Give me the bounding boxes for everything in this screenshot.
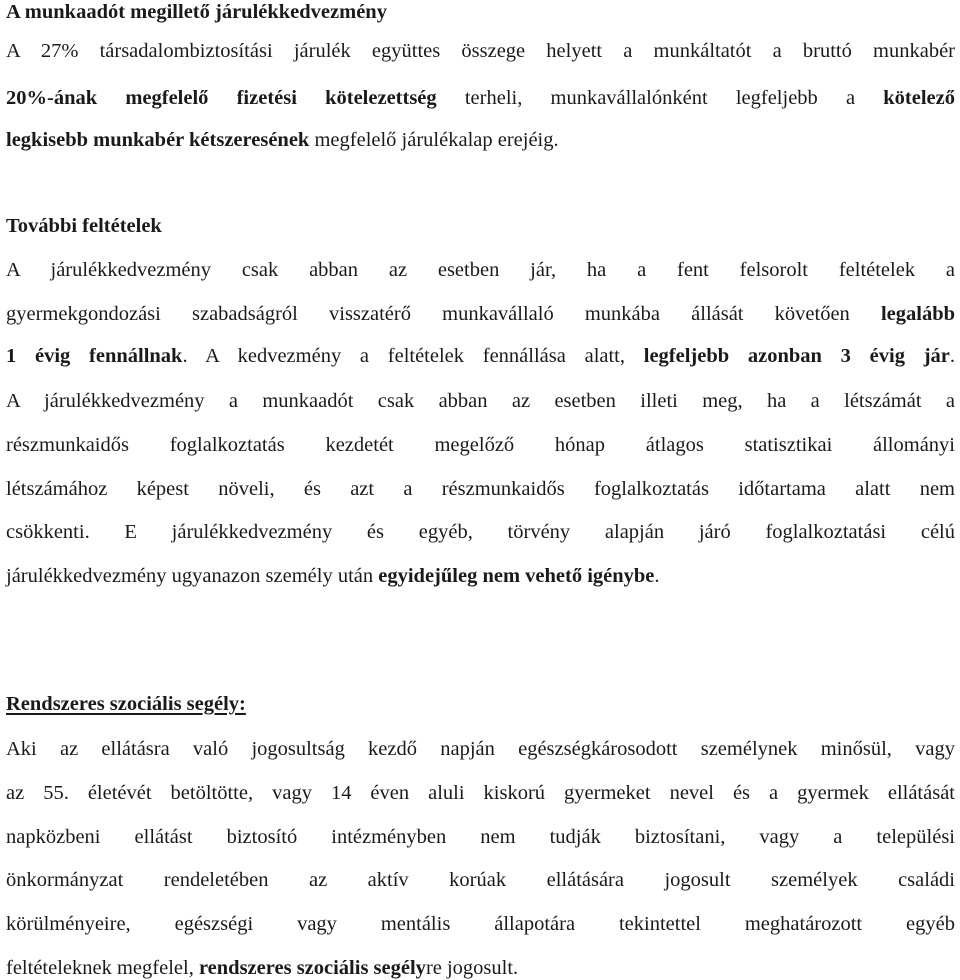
text-span: . — [949, 345, 955, 367]
bold-text: rendszeres szociális segély — [198, 957, 426, 979]
text-span: terheli, munkavállalónként legfeljebb a — [436, 87, 884, 109]
paragraph-line: az 55. életévét betöltötte, vagy 14 éven aluli kiskorú gyermeket nevel és a gyermek ellátását — [6, 782, 955, 804]
text-span: feltételeknek megfelel, — [6, 957, 199, 979]
paragraph-line: körülményeire, egészségi vagy mentális állapotára tekintettel meghatározott egyéb — [6, 913, 955, 935]
paragraph-line: Aki az ellátásra való jogosultság kezdő napján egészségkárosodott személynek minősül, vagy — [6, 738, 955, 760]
paragraph-line — [6, 86, 955, 110]
text-span: gyermekgondozási szabadságról visszatérő munkavállaló munkába állását követően — [6, 303, 881, 325]
paragraph-line: napközbeni ellátást biztosító intézményben nem tudják biztosítani, vagy a települési — [6, 826, 955, 848]
bold-text: kötelező — [883, 87, 955, 109]
paragraph-line — [6, 302, 955, 326]
paragraph-line — [6, 564, 955, 588]
heading-text: További feltételek — [6, 215, 162, 237]
paragraph-line: részmunkaidős foglalkoztatás kezdetét megelőző hónap átlagos statisztikai állományi — [6, 434, 955, 456]
paragraph-line: önkormányzat rendeletében az aktív korúak ellátására jogosult személyek családi — [6, 869, 955, 891]
heading-text: Rendszeres szociális segély: — [6, 693, 246, 715]
bold-text: egyidejűleg nem vehető igénybe — [378, 565, 655, 587]
paragraph-line: A 27% társadalombiztosítási járulék együttes összege helyett a munkáltatót a bruttó munkabér — [6, 40, 955, 62]
text-span: re jogosult. — [425, 957, 519, 979]
bold-text: legfeljebb azonban 3 évig jár — [643, 345, 950, 367]
paragraph-line: A járulékkedvezmény csak abban az esetben jár, ha a fent felsorolt feltételek a — [6, 259, 955, 281]
section-heading — [6, 692, 955, 716]
text-span: megfelelő járulékalap erejéig. — [309, 129, 559, 151]
text-span: . A kedvezmény a feltételek fennállása alatt, — [182, 345, 644, 367]
paragraph-line: csökkenti. E járulékkedvezmény és egyéb, törvény alapján járó foglalkoztatási célú — [6, 521, 955, 543]
paragraph-line — [6, 128, 955, 152]
bold-text: legalább — [880, 303, 955, 325]
paragraph-line — [6, 344, 955, 368]
paragraph-line: A járulékkedvezmény a munkaadót csak abban az esetben illeti meg, ha a létszámát a — [6, 390, 955, 412]
paragraph-line — [6, 956, 955, 980]
text-span: járulékkedvezmény ugyanazon személy után — [6, 565, 379, 587]
bold-text: 1 évig fennállnak — [6, 345, 183, 367]
section-heading — [6, 0, 955, 24]
paragraph-line: létszámához képest növeli, és azt a részmunkaidős foglalkoztatás időtartama alatt nem — [6, 478, 955, 500]
heading-text: A munkaadót megillető járulékkedvezmény — [6, 1, 387, 23]
bold-text: legkisebb munkabér kétszeresének — [6, 129, 310, 151]
text-span: . — [654, 565, 660, 587]
bold-text: 20%-ának megfelelő fizetési kötelezettség — [6, 87, 437, 109]
section-heading — [6, 214, 955, 238]
